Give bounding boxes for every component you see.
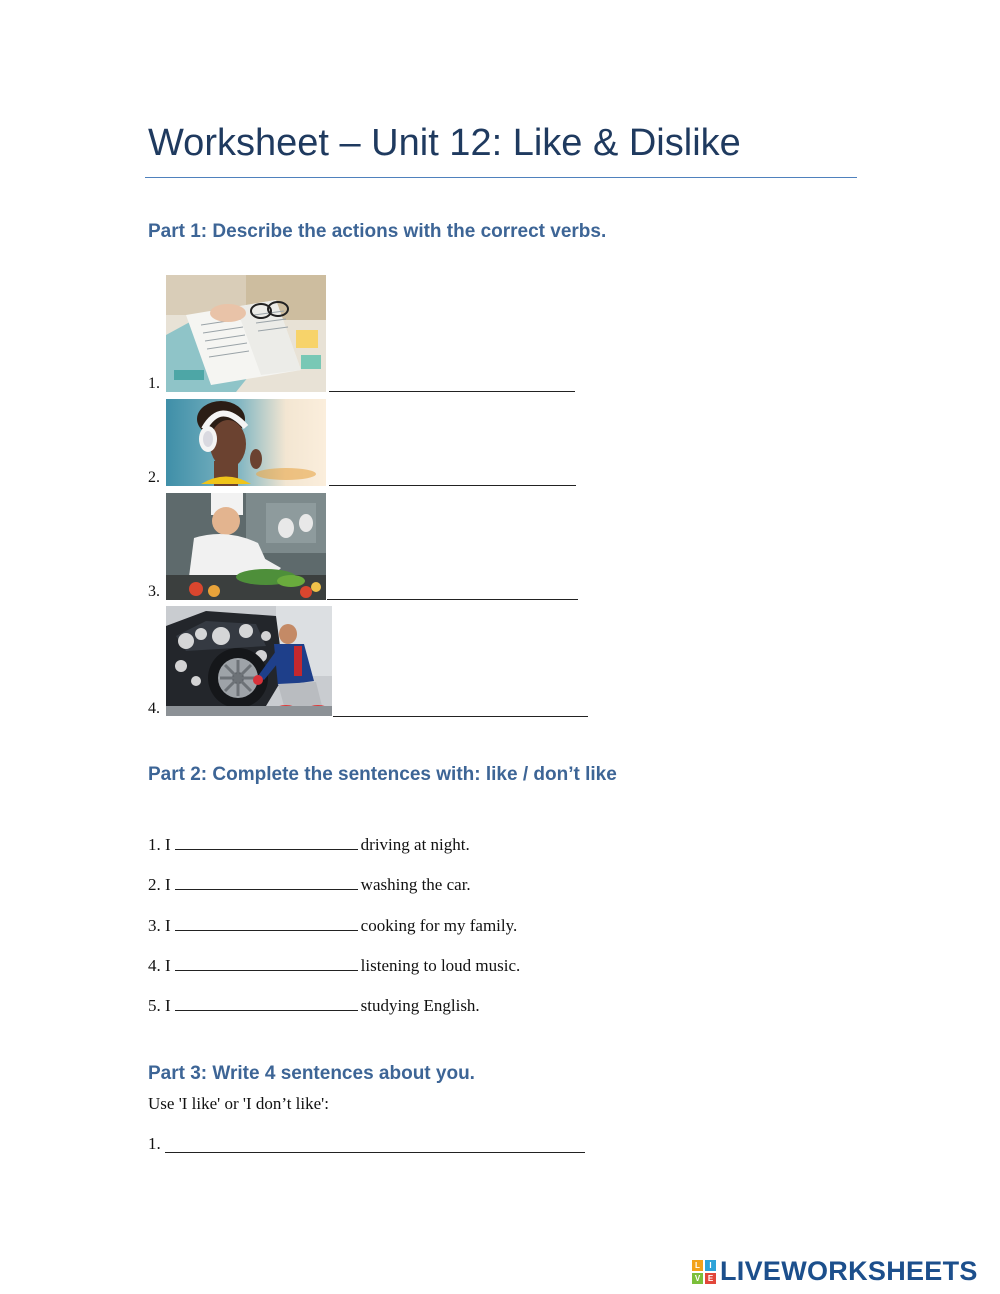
part2-sentence (148, 916, 517, 936)
part2-sentence (148, 835, 470, 855)
logo-letter: L (692, 1260, 703, 1271)
liveworksheets-logo (692, 1256, 978, 1287)
part1-heading: Part 1: Describe the actions with the correct verbs. (148, 221, 607, 242)
part3-heading: Part 3: Write 4 sentences about you. (148, 1063, 475, 1084)
part1-answer-line[interactable] (329, 391, 575, 392)
part1-item-number: 3. (148, 583, 160, 600)
sentence-prefix: 5. I (148, 996, 171, 1015)
sentence-suffix: driving at night. (360, 835, 470, 854)
sentence-blank[interactable] (175, 996, 358, 1011)
title-divider (145, 177, 857, 178)
sentence-suffix: studying English. (360, 996, 480, 1015)
logo-letter: V (692, 1273, 703, 1284)
part1-item-number: 4. (148, 700, 160, 717)
photo-studying (166, 275, 326, 392)
part3-answer-line[interactable] (165, 1152, 585, 1153)
sentence-blank[interactable] (175, 835, 358, 850)
part1-answer-line[interactable] (333, 716, 588, 717)
part3-instruction: Use 'I like' or 'I don’t like': (148, 1094, 329, 1113)
part2-sentence (148, 875, 471, 895)
worksheet-title: Worksheet – Unit 12: Like & Dislike (148, 122, 741, 164)
sentence-blank[interactable] (175, 956, 358, 971)
photo-car-washing (166, 606, 332, 716)
sentence-suffix: washing the car. (360, 875, 471, 894)
logo-letter: I (705, 1260, 716, 1271)
part1-item-number: 1. (148, 375, 160, 392)
sentence-prefix: 4. I (148, 956, 171, 975)
part2-heading: Part 2: Complete the sentences with: like / don’t like (148, 764, 617, 785)
part1-answer-line[interactable] (327, 599, 578, 600)
photo-chef-cooking (166, 493, 326, 600)
sentence-prefix: 3. I (148, 916, 171, 935)
logo-letter: E (705, 1273, 716, 1284)
sentence-suffix: listening to loud music. (360, 956, 521, 975)
part1-answer-line[interactable] (329, 485, 576, 486)
sentence-suffix: cooking for my family. (360, 916, 518, 935)
photo-listening-music (166, 399, 326, 486)
part2-sentence (148, 956, 520, 976)
sentence-blank[interactable] (175, 916, 358, 931)
logo-text: LIVEWORKSHEETS (720, 1256, 978, 1286)
part1-item-number: 2. (148, 469, 160, 486)
sentence-blank[interactable] (175, 875, 358, 890)
part2-sentence (148, 996, 480, 1016)
logo-mark (692, 1260, 716, 1284)
part3-line-number: 1. (148, 1134, 161, 1153)
sentence-prefix: 1. I (148, 835, 171, 854)
sentence-prefix: 2. I (148, 875, 171, 894)
